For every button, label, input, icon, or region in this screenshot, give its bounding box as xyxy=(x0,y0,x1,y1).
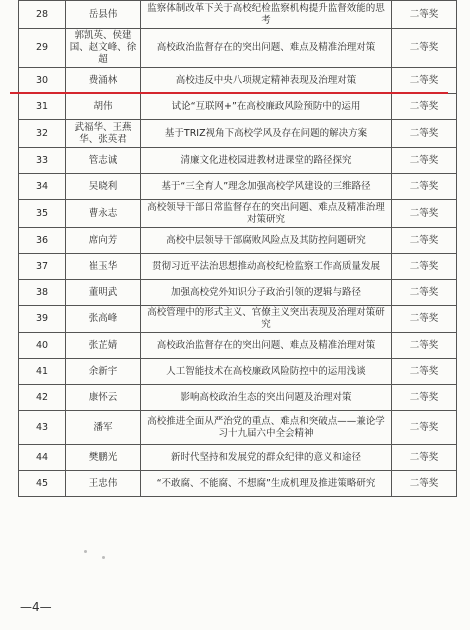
author-names: 余新宇 xyxy=(66,359,141,385)
table-row xyxy=(19,471,457,497)
paper-title: 基于TRIZ视角下高校学风及存在问题的解决方案 xyxy=(141,120,392,148)
row-number: 41 xyxy=(19,359,66,385)
table-row xyxy=(19,228,457,254)
row-number: 31 xyxy=(19,94,66,120)
row-number: 35 xyxy=(19,200,66,228)
author-names: 费涌林 xyxy=(66,68,141,94)
row-number: 32 xyxy=(19,120,66,148)
paper-title: 加强高校党外知识分子政治引领的逻辑与路径 xyxy=(141,280,392,306)
table-row xyxy=(19,411,457,445)
paper-title: 高校领导干部日常监督存在的突出问题、难点及精准治理对策研究 xyxy=(141,200,392,228)
author-names: 康怀云 xyxy=(66,385,141,411)
author-names: 张芷婧 xyxy=(66,333,141,359)
scan-speck xyxy=(84,550,87,553)
row-number: 34 xyxy=(19,174,66,200)
scan-speck xyxy=(102,556,105,559)
row-number: 30 xyxy=(19,68,66,94)
award-level: 二等奖 xyxy=(392,68,457,94)
table-row xyxy=(19,333,457,359)
table-row xyxy=(19,148,457,174)
row-number: 43 xyxy=(19,411,66,445)
author-names: 潘军 xyxy=(66,411,141,445)
row-number: 29 xyxy=(19,29,66,68)
paper-title: 人工智能技术在高校廉政风险防控中的运用浅谈 xyxy=(141,359,392,385)
award-level: 二等奖 xyxy=(392,120,457,148)
table-row xyxy=(19,445,457,471)
award-level: 二等奖 xyxy=(392,94,457,120)
author-names: 吴晓利 xyxy=(66,174,141,200)
author-names: 曹永志 xyxy=(66,200,141,228)
awards-table xyxy=(18,0,457,497)
row-number: 28 xyxy=(19,1,66,29)
row-number: 44 xyxy=(19,445,66,471)
author-names: 岳县伟 xyxy=(66,1,141,29)
award-level: 二等奖 xyxy=(392,29,457,68)
award-level: 二等奖 xyxy=(392,471,457,497)
paper-title: 高校推进全面从严治党的重点、难点和突破点——兼论学习十九届六中全会精神 xyxy=(141,411,392,445)
row-number: 38 xyxy=(19,280,66,306)
author-names: 王忠伟 xyxy=(66,471,141,497)
table-row xyxy=(19,94,457,120)
author-names: 武福华、王燕华、张英君 xyxy=(66,120,141,148)
row-number: 39 xyxy=(19,306,66,333)
author-names: 郭凯英、侯建国、赵文峰、徐超 xyxy=(66,29,141,68)
paper-title: 影响高校政治生态的突出问题及治理对策 xyxy=(141,385,392,411)
paper-title: 试论“互联网+”在高校廉政风险预防中的运用 xyxy=(141,94,392,120)
author-names: 樊鹏光 xyxy=(66,445,141,471)
table-row xyxy=(19,1,457,29)
row-number: 36 xyxy=(19,228,66,254)
author-names: 董明武 xyxy=(66,280,141,306)
table-row xyxy=(19,280,457,306)
table-row xyxy=(19,120,457,148)
paper-title: 高校政治监督存在的突出问题、难点及精准治理对策 xyxy=(141,333,392,359)
row-number: 40 xyxy=(19,333,66,359)
row-number: 42 xyxy=(19,385,66,411)
award-level: 二等奖 xyxy=(392,359,457,385)
award-level: 二等奖 xyxy=(392,280,457,306)
award-level: 二等奖 xyxy=(392,411,457,445)
paper-title: 高校政治监督存在的突出问题、难点及精准治理对策 xyxy=(141,29,392,68)
table-row xyxy=(19,254,457,280)
author-names: 胡伟 xyxy=(66,94,141,120)
paper-title: “不敢腐、不能腐、不想腐”生成机理及推进策略研究 xyxy=(141,471,392,497)
row-number: 45 xyxy=(19,471,66,497)
paper-title: 高校中层领导干部腐败风险点及其防控问题研究 xyxy=(141,228,392,254)
table-row xyxy=(19,174,457,200)
award-level: 二等奖 xyxy=(392,385,457,411)
author-names: 管志诚 xyxy=(66,148,141,174)
table-row xyxy=(19,306,457,333)
author-names: 席向芳 xyxy=(66,228,141,254)
paper-title: 清廉文化进校园进教材进课堂的路径探究 xyxy=(141,148,392,174)
page-number: —4— xyxy=(20,600,52,614)
paper-title: 贯彻习近平法治思想推动高校纪检监察工作高质量发展 xyxy=(141,254,392,280)
row-number: 33 xyxy=(19,148,66,174)
table-row xyxy=(19,29,457,68)
paper-title: 高校管理中的形式主义、官僚主义突出表现及治理对策研究 xyxy=(141,306,392,333)
award-level: 二等奖 xyxy=(392,1,457,29)
author-names: 张高峰 xyxy=(66,306,141,333)
paper-title: 监察体制改革下关于高校纪检监察机构提升监督效能的思考 xyxy=(141,1,392,29)
table-row xyxy=(19,200,457,228)
paper-title: 基于“三全育人”理念加强高校学风建设的三维路径 xyxy=(141,174,392,200)
award-level: 二等奖 xyxy=(392,174,457,200)
paper-title: 高校违反中央八项规定精神表现及治理对策 xyxy=(141,68,392,94)
table-row xyxy=(19,68,457,94)
award-level: 二等奖 xyxy=(392,306,457,333)
award-level: 二等奖 xyxy=(392,148,457,174)
award-level: 二等奖 xyxy=(392,445,457,471)
row-number: 37 xyxy=(19,254,66,280)
award-level: 二等奖 xyxy=(392,254,457,280)
award-level: 二等奖 xyxy=(392,200,457,228)
table-row xyxy=(19,359,457,385)
award-level: 二等奖 xyxy=(392,333,457,359)
award-level: 二等奖 xyxy=(392,228,457,254)
paper-title: 新时代坚持和发展党的群众纪律的意义和途径 xyxy=(141,445,392,471)
table-row xyxy=(19,385,457,411)
author-names: 崔玉华 xyxy=(66,254,141,280)
red-underline-mark xyxy=(10,92,448,94)
